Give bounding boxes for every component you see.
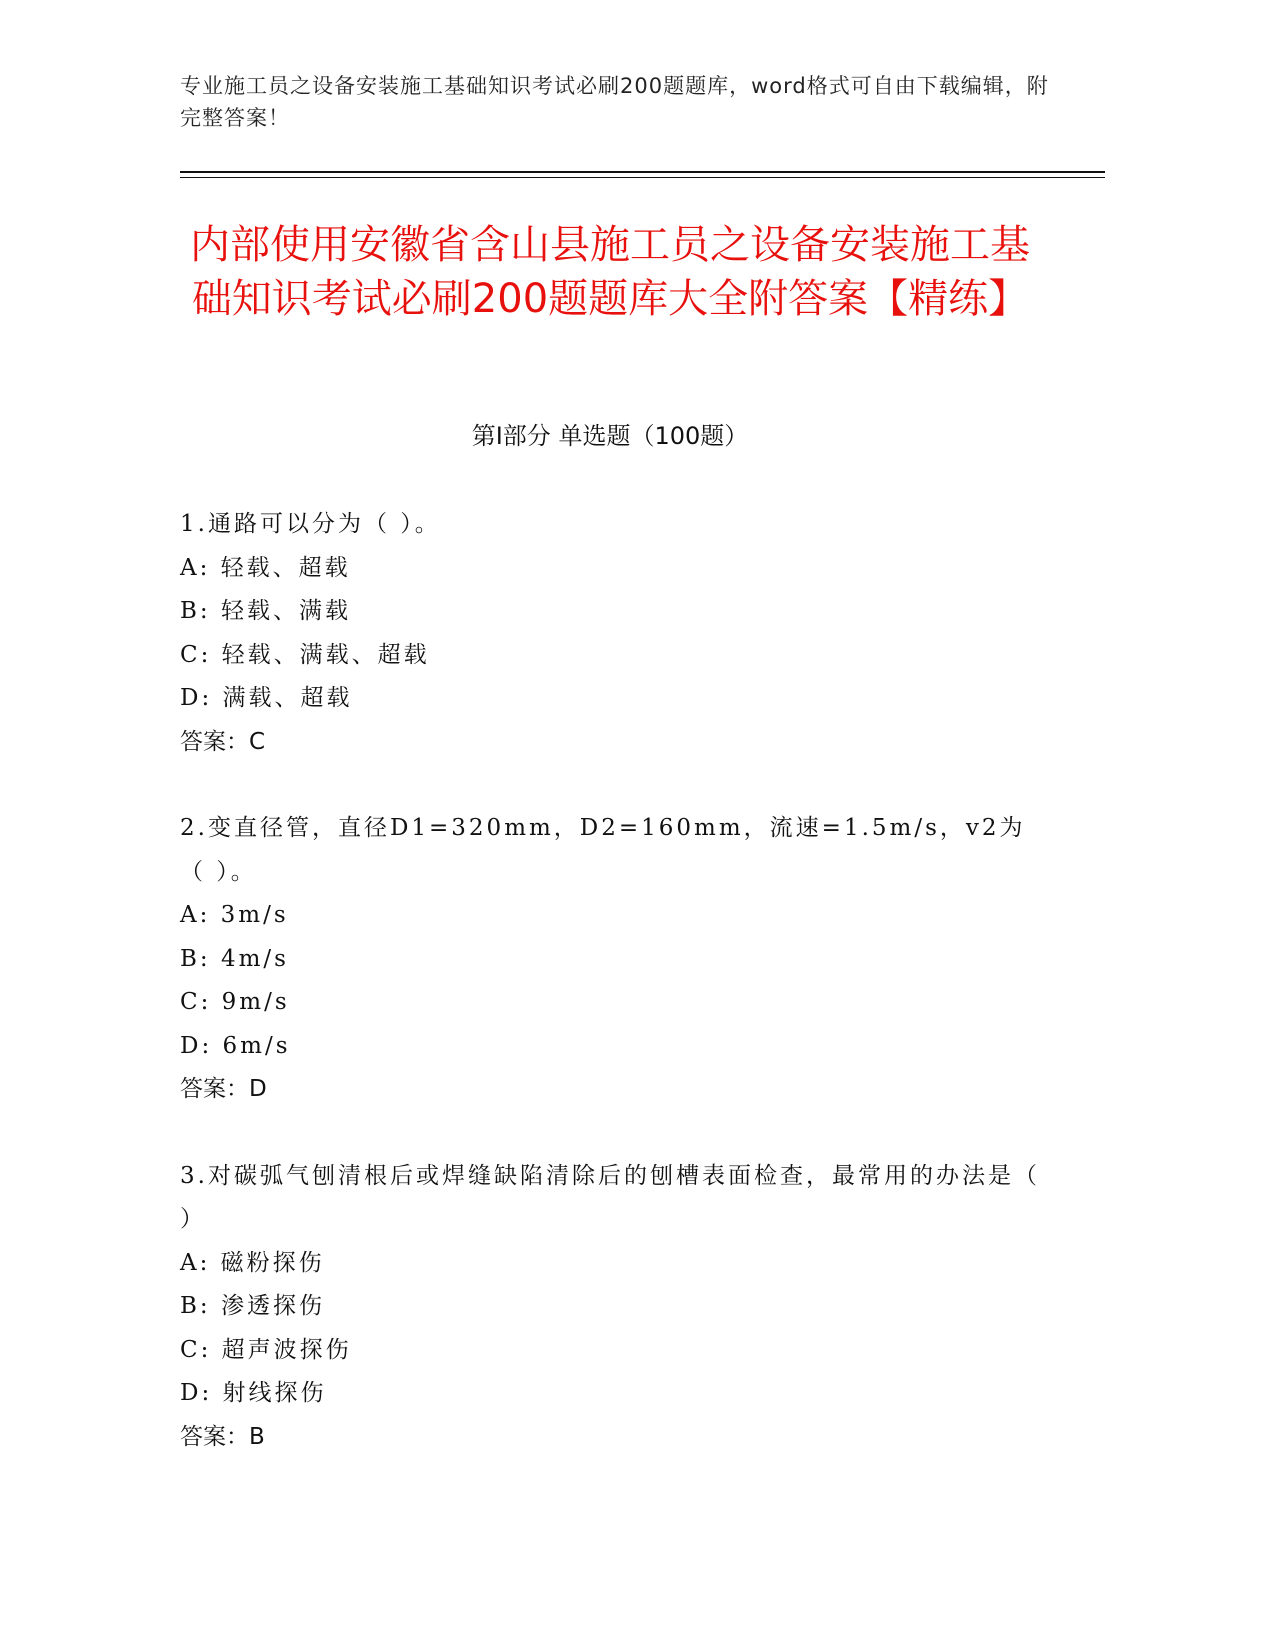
option-d: D: 6m/s: [180, 1032, 291, 1059]
option-b: B: 轻载、满载: [180, 598, 351, 624]
question-text: 3.对碳弧气刨清根后或焊缝缺陷清除后的刨槽表面检查，最常用的办法是（ ）: [180, 1162, 1040, 1232]
question-text: 2.变直径管，直径D1=320mm，D2=160mm，流速=1.5m/s，v2为（ ）。: [180, 815, 1026, 885]
option-a: A: 轻载、超载: [180, 554, 351, 581]
option-a: A: 磁粉探伤: [180, 1249, 325, 1276]
option-b: B: 渗透探伤: [180, 1293, 325, 1319]
answer: 答案：C: [180, 728, 266, 755]
document-title: 内部使用安徽省含山县施工员之设备安装施工基础知识考试必刷200题题库大全附答案【精练】: [190, 222, 1030, 322]
option-c: C: 9m/s: [180, 989, 290, 1015]
question-list: [180, 503, 1040, 1502]
header-rule-thick: [180, 171, 1105, 173]
question-1: [180, 503, 1040, 764]
option-d: D: 射线探伤: [180, 1380, 327, 1406]
header-note: 专业施工员之设备安装施工基础知识考试必刷200题题库，word格式可自由下载编辑，附完整答案！: [180, 74, 1049, 130]
answer: 答案：B: [180, 1423, 265, 1450]
question-3: [180, 1155, 1040, 1460]
option-d: D: 满载、超载: [180, 685, 353, 711]
option-b: B: 4m/s: [180, 945, 289, 972]
option-c: C: 超声波探伤: [180, 1336, 352, 1363]
answer: 答案：D: [180, 1076, 267, 1102]
section-heading: 第I部分 单选题（100题）: [471, 422, 749, 450]
question-text: 1.通路可以分为（ ）。: [180, 511, 441, 537]
option-c: C: 轻载、满载、超载: [180, 641, 430, 668]
question-2: [180, 807, 1040, 1112]
header-rule-thin: [180, 177, 1105, 178]
option-a: A: 3m/s: [180, 902, 289, 928]
